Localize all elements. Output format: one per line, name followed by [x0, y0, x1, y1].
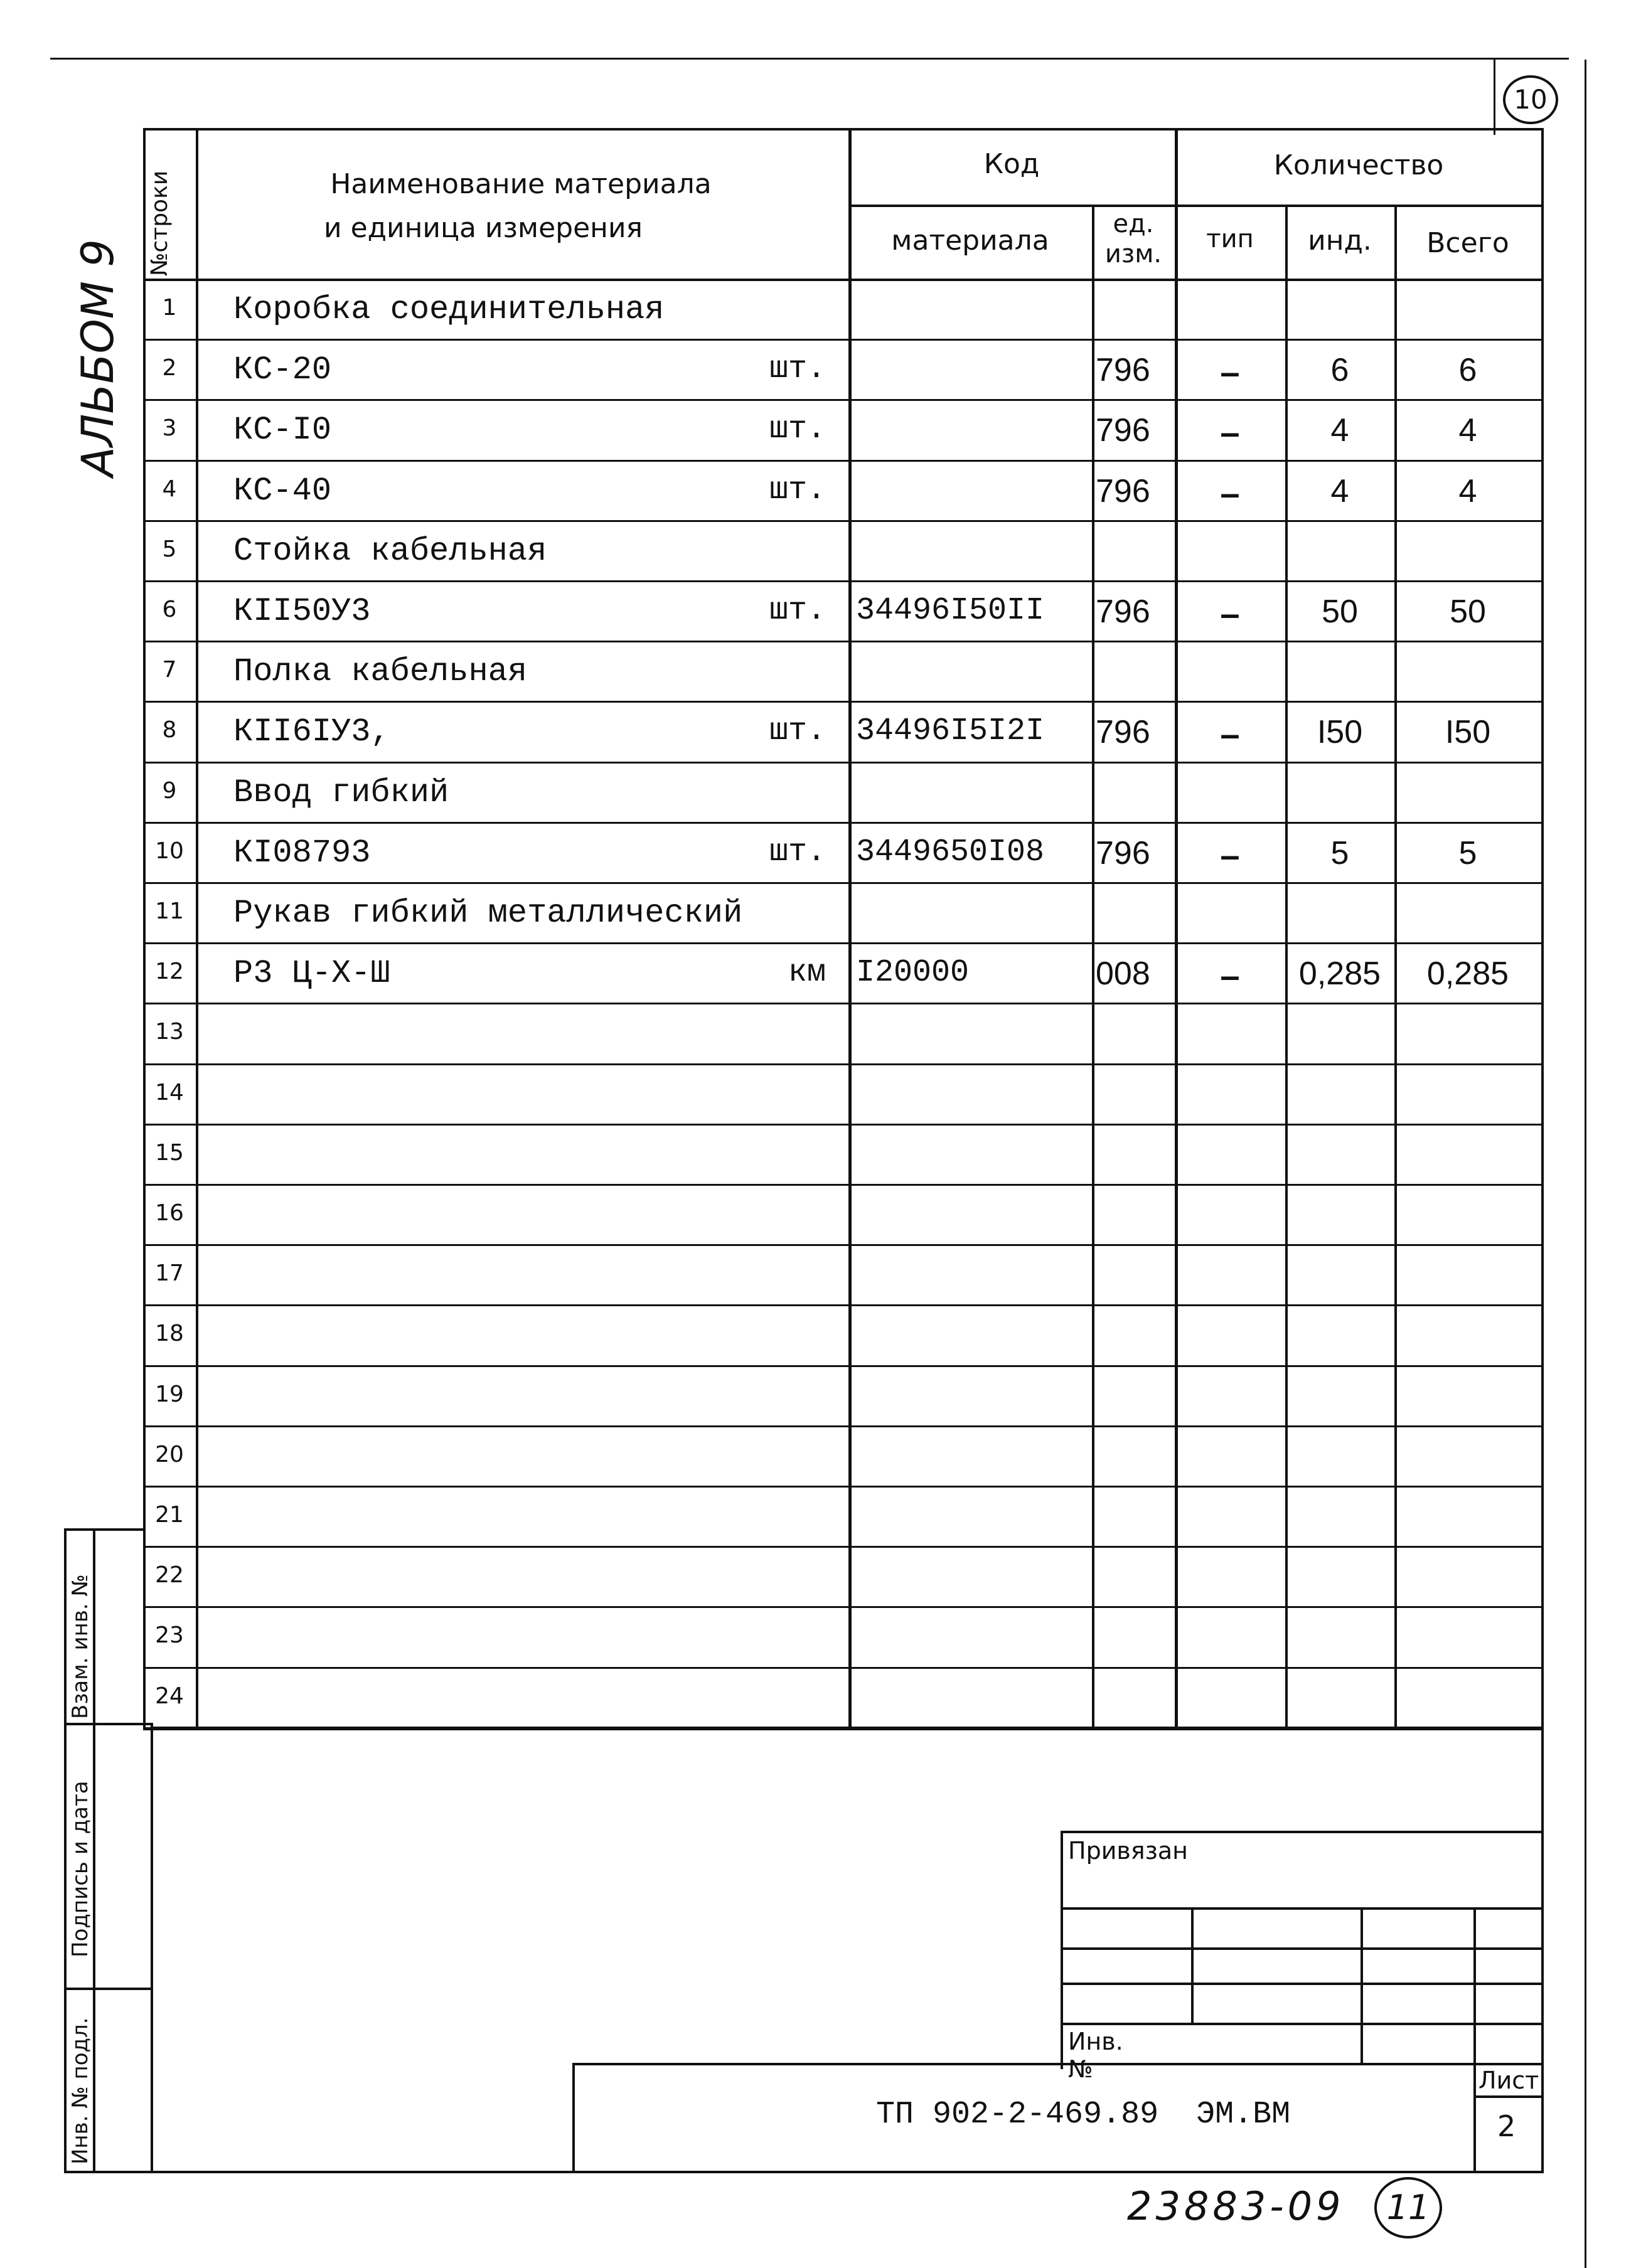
side-stamp-top-line	[64, 1528, 146, 1531]
row-qty-type: –	[1220, 352, 1240, 391]
inv-no-label: Инв. №	[1068, 2028, 1123, 2083]
side-stamp-outer-line	[64, 1528, 67, 2171]
privyazan-col-1	[1191, 1907, 1194, 2023]
row-number: 17	[155, 1260, 184, 1286]
side-stamp-inner-line	[93, 1528, 95, 2171]
row-name: Коробка соединительная	[233, 291, 665, 328]
row-name: КС-40	[233, 472, 332, 509]
row-name: Р3 Ц-Х-Ш	[233, 955, 390, 992]
privyazan-line-5	[1061, 2023, 1544, 2025]
lower-frame-top	[151, 1727, 1544, 1729]
header-quantity: Количество	[1273, 149, 1444, 181]
right-frame-line	[1585, 60, 1586, 2268]
header-qty-ind: инд.	[1308, 225, 1372, 257]
row-separator	[143, 1244, 1542, 1246]
row-separator	[143, 1606, 1542, 1608]
row-separator	[143, 882, 1542, 884]
row-qty-type: –	[1220, 714, 1240, 753]
privyazan-label: Привязан	[1068, 1837, 1188, 1865]
row-qty-total: 5	[1458, 835, 1477, 871]
top-border-line	[50, 58, 1569, 60]
row-unit: шт.	[769, 713, 826, 749]
row-no-right-line	[196, 128, 198, 1728]
row-separator	[143, 1184, 1542, 1186]
row-separator	[143, 339, 1542, 341]
doc-code: ТП 902-2-469.89 ЭМ.ВМ	[876, 2097, 1291, 2132]
doc-code-left-line	[572, 2063, 575, 2172]
side-stamp-right-line	[151, 1723, 153, 2171]
row-separator	[143, 460, 1542, 462]
row-separator	[143, 1365, 1542, 1367]
row-number: 18	[155, 1321, 184, 1346]
row-qty-type: –	[1220, 956, 1240, 995]
row-number: 20	[155, 1442, 184, 1467]
header-qty-total: Всего	[1426, 227, 1509, 259]
row-name: Стойка кабельная	[233, 533, 547, 570]
table-top-line	[143, 128, 1542, 130]
row-material-code: 34496I5I2I	[856, 713, 1045, 749]
row-qty-type: –	[1220, 412, 1240, 452]
privyazan-line-2	[1061, 1907, 1544, 1910]
row-qty-ind: 4	[1330, 412, 1349, 449]
archive-circled-number: 11	[1386, 2188, 1430, 2227]
header-name-line2: и единица измерения	[323, 212, 643, 244]
row-qty-ind: 50	[1322, 594, 1358, 630]
row-separator	[143, 701, 1542, 703]
row-unit-code: 008	[1096, 956, 1150, 992]
row-qty-total: 0,285	[1426, 956, 1509, 992]
row-separator	[143, 822, 1542, 824]
side-stamp-bottom-line	[64, 2171, 152, 2173]
row-name: Рукав гибкий металлический	[233, 895, 743, 932]
row-qty-ind: 4	[1330, 473, 1349, 509]
row-number: 12	[155, 959, 184, 984]
row-unit: шт.	[769, 593, 826, 629]
row-separator	[143, 1425, 1542, 1427]
privyazan-left-line	[1061, 1831, 1063, 2069]
row-qty-total: 4	[1458, 473, 1477, 509]
row-qty-total: 4	[1458, 412, 1477, 449]
side-stamp-sep1	[64, 1723, 151, 1725]
row-number: 10	[155, 838, 184, 864]
privyazan-top-line	[1061, 1831, 1544, 1833]
row-separator	[143, 399, 1542, 401]
row-separator	[143, 641, 1542, 642]
privyazan-col-3	[1473, 1907, 1476, 2171]
lower-frame-bottom	[151, 2171, 1544, 2173]
table-right-line	[1541, 128, 1544, 1728]
row-number: 8	[162, 717, 177, 743]
row-separator	[143, 520, 1542, 522]
badge-divider	[1494, 60, 1495, 135]
row-number: 11	[155, 898, 184, 924]
row-number: 21	[155, 1502, 184, 1528]
header-qty-type: тип	[1206, 225, 1254, 253]
archive-circle	[1374, 2177, 1442, 2239]
row-name: Ввод гибкий	[233, 774, 449, 811]
row-separator	[143, 942, 1542, 944]
row-number: 1	[162, 295, 177, 321]
row-unit-code: 796	[1096, 352, 1150, 388]
row-number: 13	[155, 1019, 184, 1045]
row-unit: шт.	[769, 351, 826, 387]
row-qty-ind: 6	[1330, 352, 1349, 388]
row-number: 14	[155, 1080, 184, 1105]
row-unit: км	[788, 955, 826, 991]
row-unit-code: 796	[1096, 714, 1150, 750]
row-material-code: I20000	[856, 955, 970, 991]
archive-number: 23883-09	[1127, 2183, 1345, 2229]
row-separator	[143, 580, 1542, 582]
name-col-right-line	[848, 128, 852, 1728]
sheet-badge	[1503, 75, 1558, 124]
row-separator	[143, 1124, 1542, 1126]
album-label: АЛЬБОМ 9	[72, 239, 124, 477]
row-number: 16	[155, 1200, 184, 1226]
row-separator	[143, 1486, 1542, 1488]
row-unit-code: 796	[1096, 594, 1150, 630]
side-stamp-sep2	[64, 1988, 151, 1990]
side-label-inv-podl: Инв. № подл.	[68, 2017, 93, 2164]
header-code-unit-line1: ед.	[1113, 210, 1154, 238]
side-label-vzam-inv: Взам. инв. №	[68, 1574, 93, 1719]
row-name: КС-20	[233, 351, 332, 388]
row-qty-total: 6	[1458, 352, 1477, 388]
sheet-number: 2	[1497, 2109, 1516, 2143]
header-name-line1: Наименование материала	[330, 168, 712, 200]
row-separator	[143, 1667, 1542, 1669]
row-separator	[143, 1546, 1542, 1548]
row-qty-ind: 5	[1330, 835, 1349, 871]
row-name: КС-I0	[233, 412, 332, 449]
header-mid-line	[848, 205, 1542, 207]
row-unit: шт.	[769, 834, 826, 870]
row-unit-code: 796	[1096, 412, 1150, 449]
row-number: 5	[162, 536, 177, 562]
row-separator	[143, 1003, 1542, 1004]
row-material-code: 34496I50II	[856, 593, 1045, 629]
privyazan-col-2	[1361, 1907, 1363, 2064]
row-unit-code: 796	[1096, 473, 1150, 509]
header-code-material: материала	[891, 225, 1049, 257]
doc-code-top-line	[572, 2063, 1544, 2065]
row-separator	[143, 762, 1542, 764]
row-qty-ind: I50	[1317, 714, 1363, 750]
ind-col-right-line	[1394, 205, 1397, 1728]
privyazan-line-3	[1061, 1947, 1544, 1950]
row-unit-code: 796	[1096, 835, 1150, 871]
row-number: 2	[162, 355, 177, 381]
row-qty-type: –	[1220, 473, 1240, 513]
row-qty-type: –	[1220, 835, 1240, 875]
row-number: 6	[162, 597, 177, 622]
row-number: 9	[162, 778, 177, 804]
row-name: КI08793	[233, 834, 371, 871]
sheet-label: Лист	[1478, 2067, 1539, 2094]
side-label-podpis-data: Подпись и дата	[68, 1781, 93, 1957]
row-number: 23	[155, 1622, 184, 1648]
row-separator	[143, 1304, 1542, 1306]
sheet-label-line	[1473, 2095, 1544, 2098]
row-unit: шт.	[769, 472, 826, 508]
header-code-unit-line2: изм.	[1104, 240, 1162, 269]
row-qty-total: I50	[1445, 714, 1491, 750]
row-material-code: 3449650I08	[856, 834, 1045, 870]
privyazan-line-4	[1061, 1983, 1544, 1985]
row-number: 15	[155, 1140, 184, 1166]
row-number: 7	[162, 657, 177, 683]
row-qty-total: 50	[1450, 594, 1486, 630]
row-number: 4	[162, 476, 177, 502]
row-number: 24	[155, 1683, 184, 1709]
row-separator	[143, 1063, 1542, 1065]
row-unit: шт.	[769, 412, 826, 447]
row-qty-ind: 0,285	[1298, 956, 1381, 992]
header-bottom-line	[143, 279, 1542, 281]
row-number: 3	[162, 415, 177, 441]
header-code: Код	[983, 148, 1040, 180]
row-name: Полка кабельная	[233, 653, 528, 690]
code-col-right-line	[1092, 205, 1094, 1728]
row-qty-type: –	[1220, 594, 1240, 633]
row-number: 19	[155, 1382, 184, 1407]
row-name: КII6IУ3,	[233, 713, 390, 750]
row-number: 22	[155, 1562, 184, 1588]
sheet-badge-number: 10	[1514, 84, 1548, 115]
header-row-no: №строки	[147, 170, 173, 276]
row-name: КII50У3	[233, 593, 371, 630]
